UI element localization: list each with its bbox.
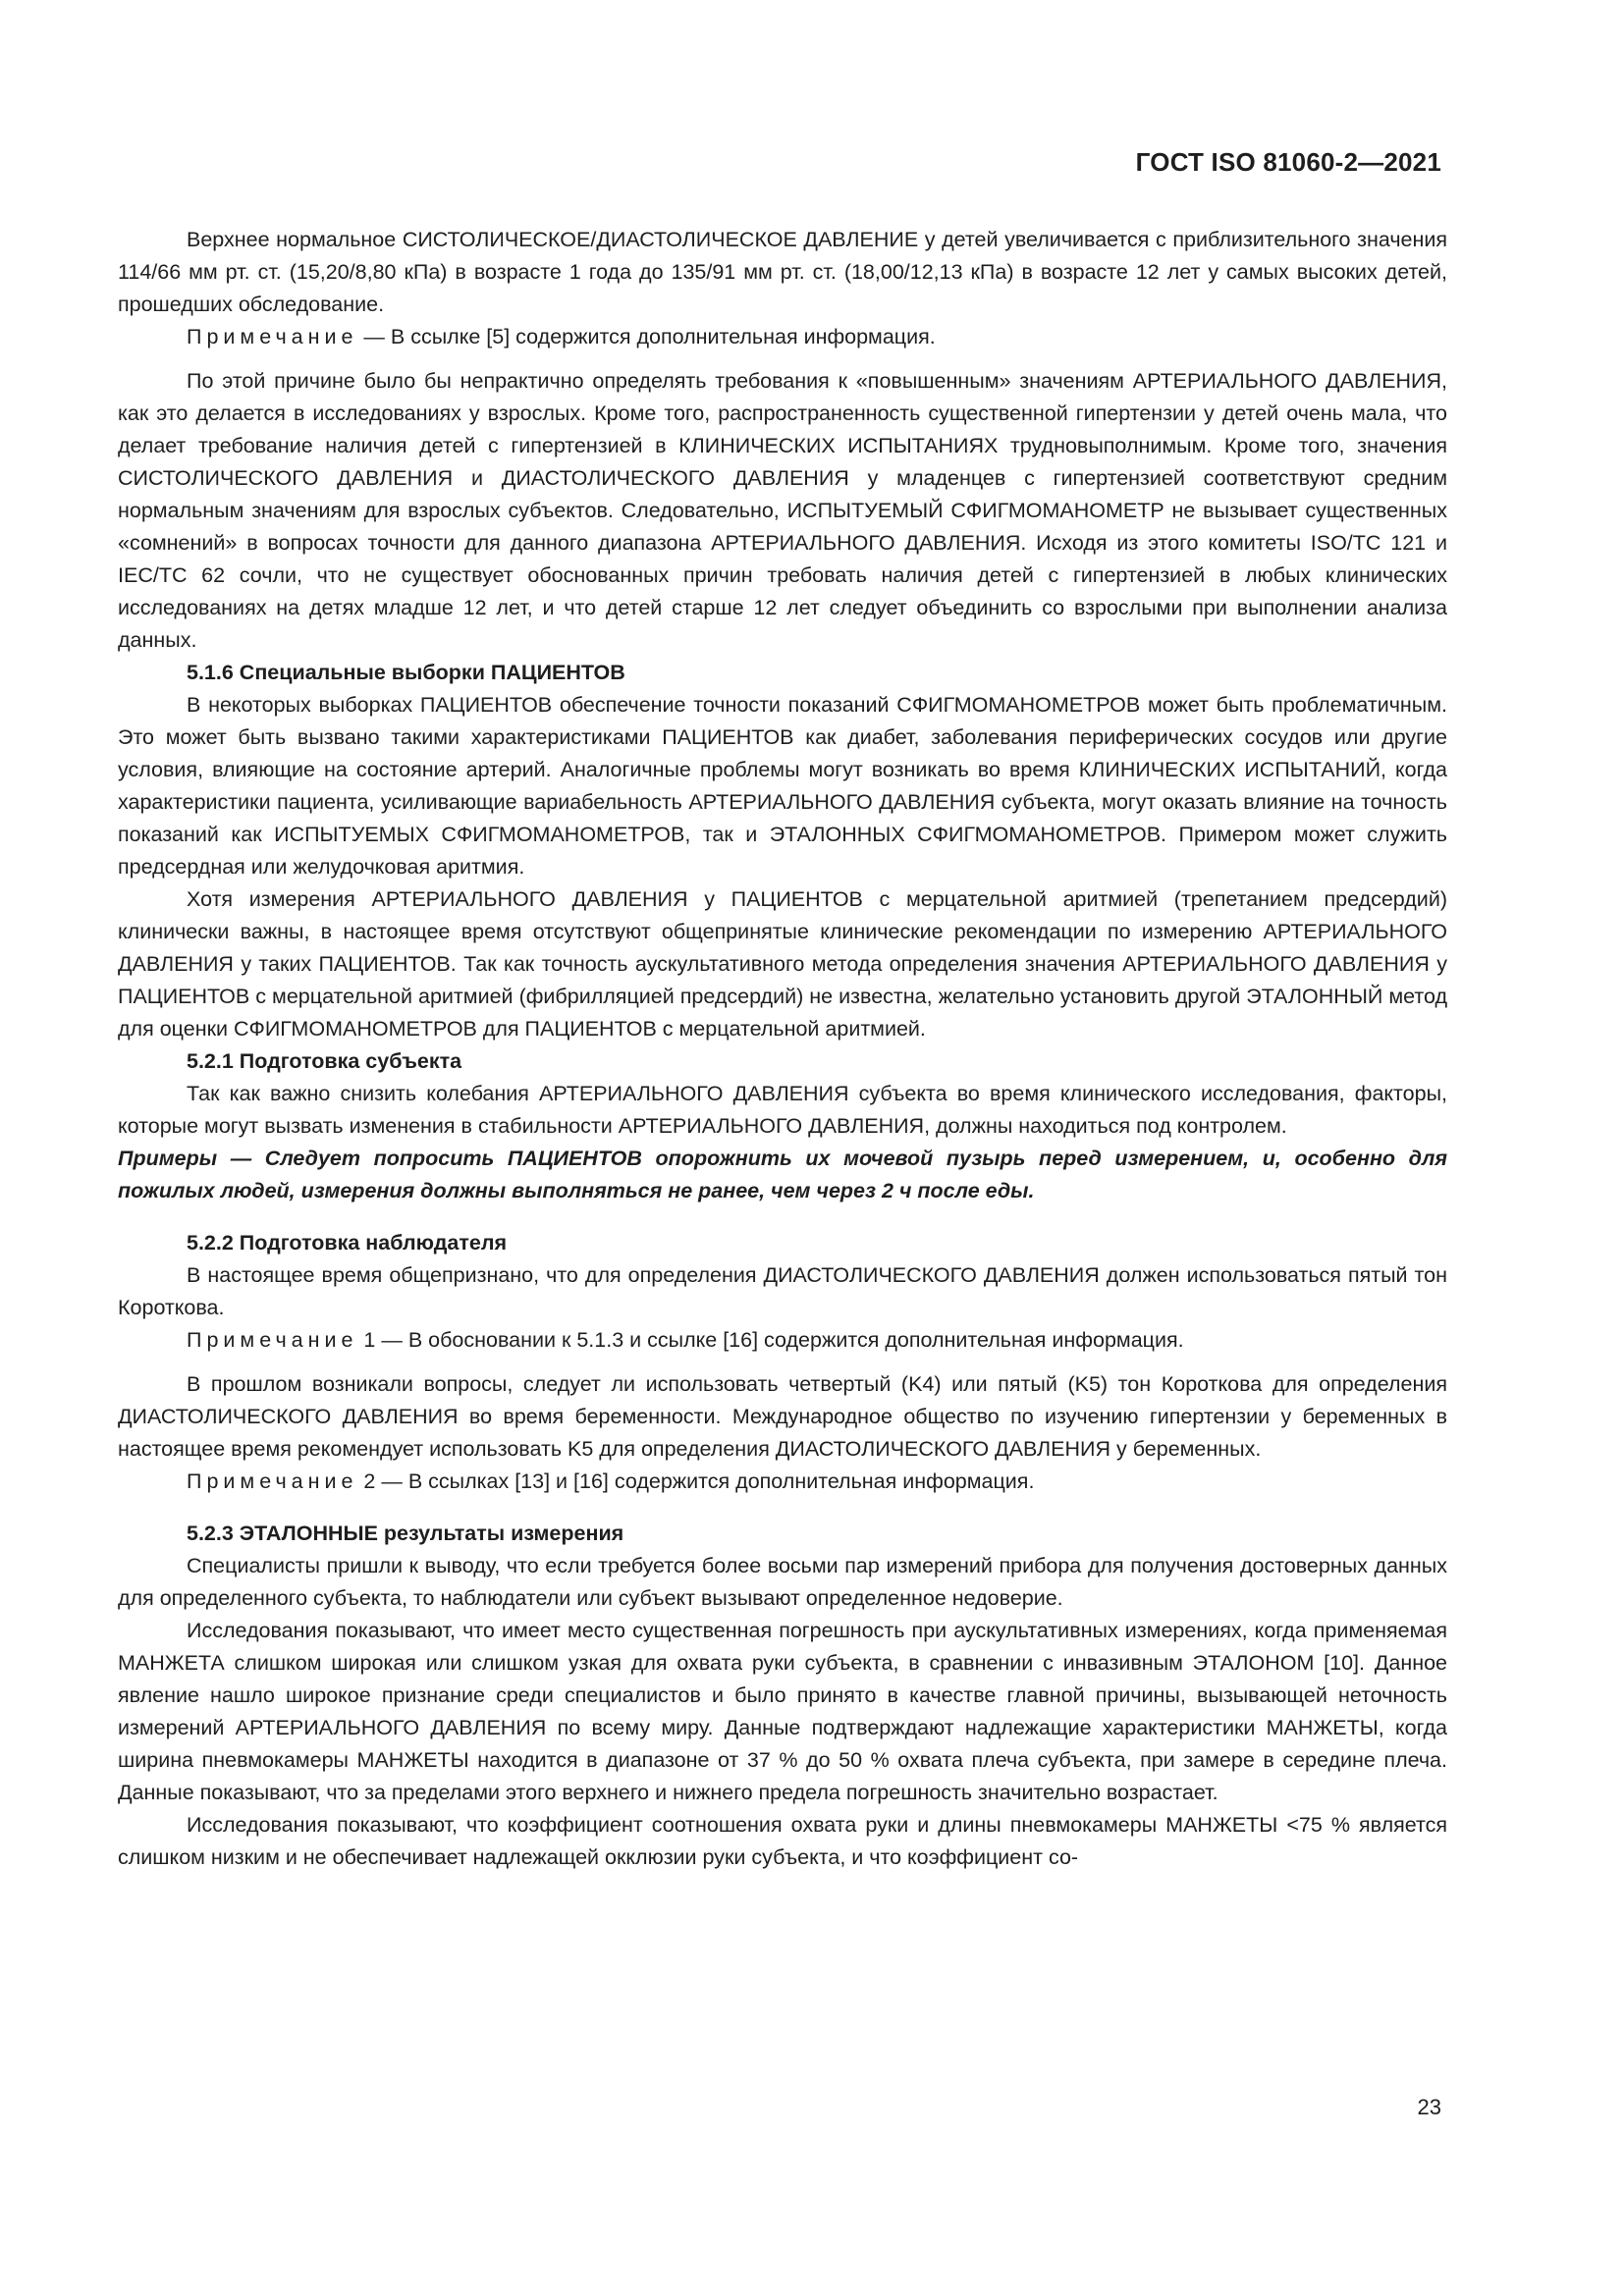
- note-label: Примечание: [187, 1328, 358, 1352]
- paragraph: Исследования показывают, что имеет место существенная погрешность при аускультативных измерениях, когда применяемая МАНЖЕТА слишком широкая или слишком узкая для охвата руки субъекта, в сравнении с инвазивным ЭТАЛОНОМ [10]. Данное явление нашло широкое признание среди специалистов и было принято в качестве главной причины, вызывающей неточность измерений АРТЕРИАЛЬНОГО ДАВЛЕНИЯ по всему миру. Данные подтверждают надлежащие характеристики МАНЖЕТЫ, когда ширина пневмокамеры МАНЖЕТЫ находится в диапазоне от 37 % до 50 % охвата плеча субъекта, при замере в середине плеча. Данные показывают, что за пределами этого верхнего и нижнего предела погрешность значительно возрастает.: [118, 1619, 1447, 1804]
- note-label: Примечание: [187, 325, 358, 348]
- section-heading-5-1-6: 5.1.6 Специальные выборки ПАЦИЕНТОВ: [187, 661, 625, 684]
- paragraph: В некоторых выборках ПАЦИЕНТОВ обеспечение точности показаний СФИГМОМАНОМЕТРОВ может быть проблематичным. Это может быть вызвано такими характеристиками ПАЦИЕНТОВ как диабет, заболевания периферических сосудов или другие условия, влияющие на состояние артерий. Аналогичные проблемы могут возникать во время КЛИНИЧЕСКИХ ИСПЫТАНИЙ, когда характеристики пациента, усиливающие вариабельность АРТЕРИАЛЬНОГО ДАВЛЕНИЯ субъекта, могут оказать влияние на точность показаний как ИСПЫТУЕМЫХ СФИГМОМАНОМЕТРОВ, так и ЭТАЛОННЫХ СФИГМОМАНОМЕТРОВ. Примером может служить предсердная или желудочковая аритмия.: [118, 693, 1447, 879]
- page-number: 23: [1417, 2095, 1441, 2119]
- section-heading-5-2-2: 5.2.2 Подготовка наблюдателя: [187, 1231, 508, 1255]
- section-heading-5-2-1: 5.2.1 Подготовка субъекта: [187, 1049, 462, 1073]
- note-label: Примечание: [187, 1469, 358, 1493]
- note-1: [118, 321, 1447, 353]
- paragraph: Хотя измерения АРТЕРИАЛЬНОГО ДАВЛЕНИЯ у ПАЦИЕНТОВ с мерцательной аритмией (трепетанием предсердий) клинически важны, в настоящее время отсутствуют общепринятые клинические рекомендации по измерению АРТЕРИАЛЬНОГО ДАВЛЕНИЯ у таких ПАЦИЕНТОВ. Так как точность аускультативного метода определения значения АРТЕРИАЛЬНОГО ДАВЛЕНИЯ у ПАЦИЕНТОВ с мерцательной аритмией (фибрилляцией предсердий) не известна, желательно установить другой ЭТАЛОННЫЙ метод для оценки СФИГМОМАНОМЕТРОВ для ПАЦИЕНТОВ с мерцательной аритмией.: [118, 887, 1447, 1041]
- note-3: [118, 1466, 1447, 1498]
- note-text: — В ссылке [5] содержится дополнительная информация.: [357, 325, 936, 348]
- paragraph: В настоящее время общепризнано, что для определения ДИАСТОЛИЧЕСКОГО ДАВЛЕНИЯ должен использоваться пятый тон Короткова.: [118, 1263, 1447, 1319]
- paragraph: Специалисты пришли к выводу, что если требуется более восьми пар измерений прибора для получения достоверных данных для определенного субъекта, то наблюдатели или субъект вызывают определенное недоверие.: [118, 1554, 1447, 1610]
- example-text: Примеры — Следует попросить ПАЦИЕНТОВ опорожнить их мочевой пузырь перед измерением, и, особенно для пожилых людей, измерения должны выполняться не ранее, чем через 2 ч после еды.: [118, 1147, 1447, 1202]
- paragraph: В прошлом возникали вопросы, следует ли использовать четвертый (K4) или пятый (K5) тон Короткова для определения ДИАСТОЛИЧЕСКОГО ДАВЛЕНИЯ во время беременности. Международное общество по изучению гипертензии у беременных в настоящее время рекомендует использовать K5 для определения ДИАСТОЛИЧЕСКОГО ДАВЛЕНИЯ у беременных.: [118, 1372, 1447, 1461]
- section-heading-5-2-3: 5.2.3 ЭТАЛОННЫЕ результаты измерения: [187, 1522, 624, 1545]
- paragraph: Верхнее нормальное СИСТОЛИЧЕСКОЕ/ДИАСТОЛИЧЕСКОЕ ДАВЛЕНИЕ у детей увеличивается с приблизительного значения 114/66 мм рт. ст. (15,20/8,80 кПа) в возрасте 1 года до 135/91 мм рт. ст. (18,00/12,13 кПа) в возрасте 12 лет у самых высоких детей, прошедших обследование.: [118, 228, 1447, 316]
- paragraph: Исследования показывают, что коэффициент соотношения охвата руки и длины пневмокамеры МАНЖЕТЫ <75 % является слишком низким и не обеспечивает надлежащей окклюзии руки субъекта, и что коэффициент со-: [118, 1813, 1447, 1869]
- paragraph: По этой причине было бы непрактично определять требования к «повышенным» значениям АРТЕРИАЛЬНОГО ДАВЛЕНИЯ, как это делается в исследованиях у взрослых. Кроме того, распространенность существенной гипертензии у детей очень мала, что делает требование наличия детей с гипертензией в КЛИНИЧЕСКИХ ИСПЫТАНИЯХ трудновыполнимым. Кроме того, значения СИСТОЛИЧЕСКОГО ДАВЛЕНИЯ и ДИАСТОЛИЧЕСКОГО ДАВЛЕНИЯ у младенцев с гипертензией соответствуют средним нормальным значениям для взрослых субъектов. Следовательно, ИСПЫТУЕМЫЙ СФИГМОМАНОМЕТР не вызывает существенных «сомнений» в вопросах точности для данного диапазона АРТЕРИАЛЬНОГО ДАВЛЕНИЯ. Исходя из этого комитеты ISO/TC 121 и IEC/TC 62 сочли, что не существует обоснованных причин требовать наличия детей с гипертензией в любых клинических исследованиях на детях младше 12 лет, и что детей старше 12 лет следует объединить со взрослыми при выполнении анализа данных.: [118, 369, 1447, 652]
- note-text: 2 — В ссылках [13] и [16] содержится дополнительная информация.: [357, 1469, 1035, 1493]
- document-code-header: ГОСТ ISO 81060-2—2021: [1135, 147, 1441, 177]
- page-body: [118, 224, 1447, 1874]
- paragraph: Так как важно снизить колебания АРТЕРИАЛЬНОГО ДАВЛЕНИЯ субъекта во время клинического исследования, факторы, которые могут вызвать изменения в стабильности АРТЕРИАЛЬНОГО ДАВЛЕНИЯ, должны находиться под контролем.: [118, 1082, 1447, 1138]
- note-2: [118, 1324, 1447, 1357]
- note-text: 1 — В обосновании к 5.1.3 и ссылке [16] содержится дополнительная информация.: [357, 1328, 1184, 1352]
